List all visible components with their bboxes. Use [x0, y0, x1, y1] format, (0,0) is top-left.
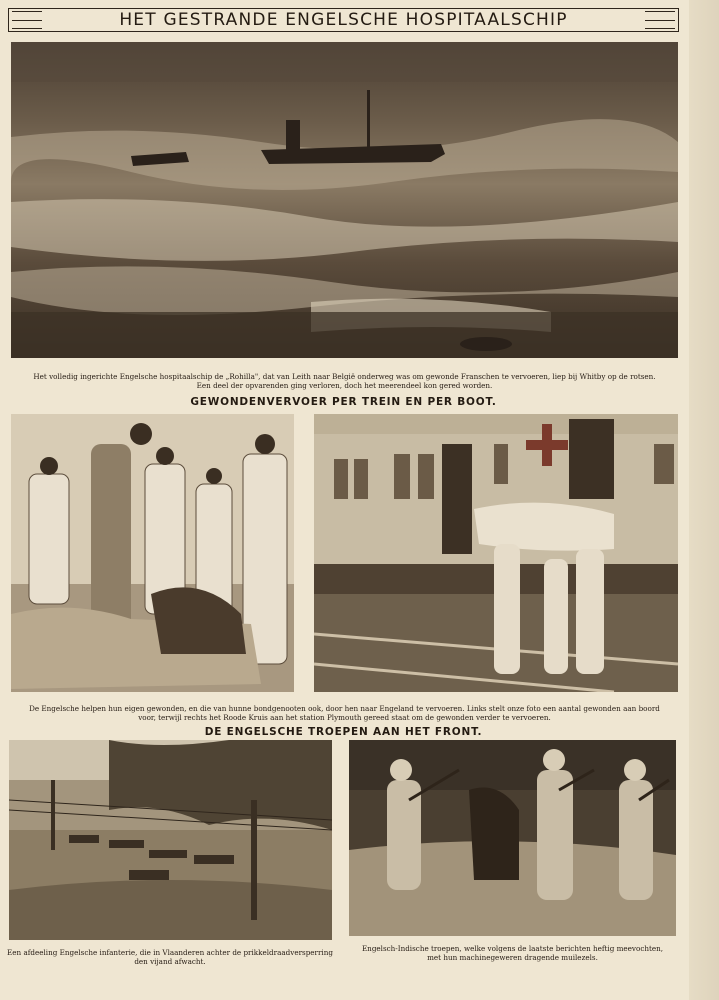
bottom-right-caption: [349, 944, 676, 962]
page-edge: [689, 0, 719, 1000]
photo-indian-troops-mules: [349, 740, 676, 936]
photo-red-cross-train: [314, 414, 678, 692]
section-heading-front: DE ENGELSCHE TROEPEN AAN HET FRONT.: [204, 726, 483, 738]
page-title: HET GESTRANDE ENGELSCHE HOSPITAALSCHIP: [119, 10, 568, 30]
caption-line: Een deel der opvarenden ging verloren, doch het meerendeel kon gered worden.: [196, 381, 493, 390]
bottom-left-caption: [0, 948, 340, 966]
caption-line: De Engelsche helpen hun eigen gewonden, en die van hunne bondgenooten ook, door hen naar Engeland te vervoeren. Links stelt onze foto een aantal gewonden aan boord: [29, 704, 660, 713]
middle-photos-caption: [11, 704, 678, 722]
caption-line: Engelsch-Indische troepen, welke volgens de laatste berichten heftig meevochten,: [361, 944, 664, 953]
title-banner: [8, 8, 679, 32]
section-heading-transport: GEWONDENVERVOER PER TREIN EN PER BOOT.: [190, 396, 497, 408]
photo-infantry-barbed-wire: [9, 740, 332, 940]
caption-line: voor, terwijl rechts het Roode Kruis aan het station Plymouth gereed staat om de gewonden verder te vervoeren.: [138, 713, 551, 722]
caption-line: met hun machinegeweren dragende muilezels.: [427, 953, 598, 962]
caption-line: den vijand afwacht.: [134, 957, 206, 966]
banner-ornament-right: [645, 11, 675, 29]
caption-line: Een afdeeling Engelsche infanterie, die in Vlaanderen achter de prikkeldraadversperring: [7, 948, 333, 957]
photo-wounded-aboard: [11, 414, 294, 692]
photo-stranded-hospital-ship: [11, 42, 678, 358]
banner-ornament-left: [12, 11, 42, 29]
caption-line: Het volledig ingerichte Engelsche hospitaalschip de „Rohilla", dat van Leith naar België onderweg was om gewonde Franschen te vervoeren, liep bij Whitby op de rotsen.: [33, 372, 656, 381]
top-photo-caption: [11, 372, 678, 390]
